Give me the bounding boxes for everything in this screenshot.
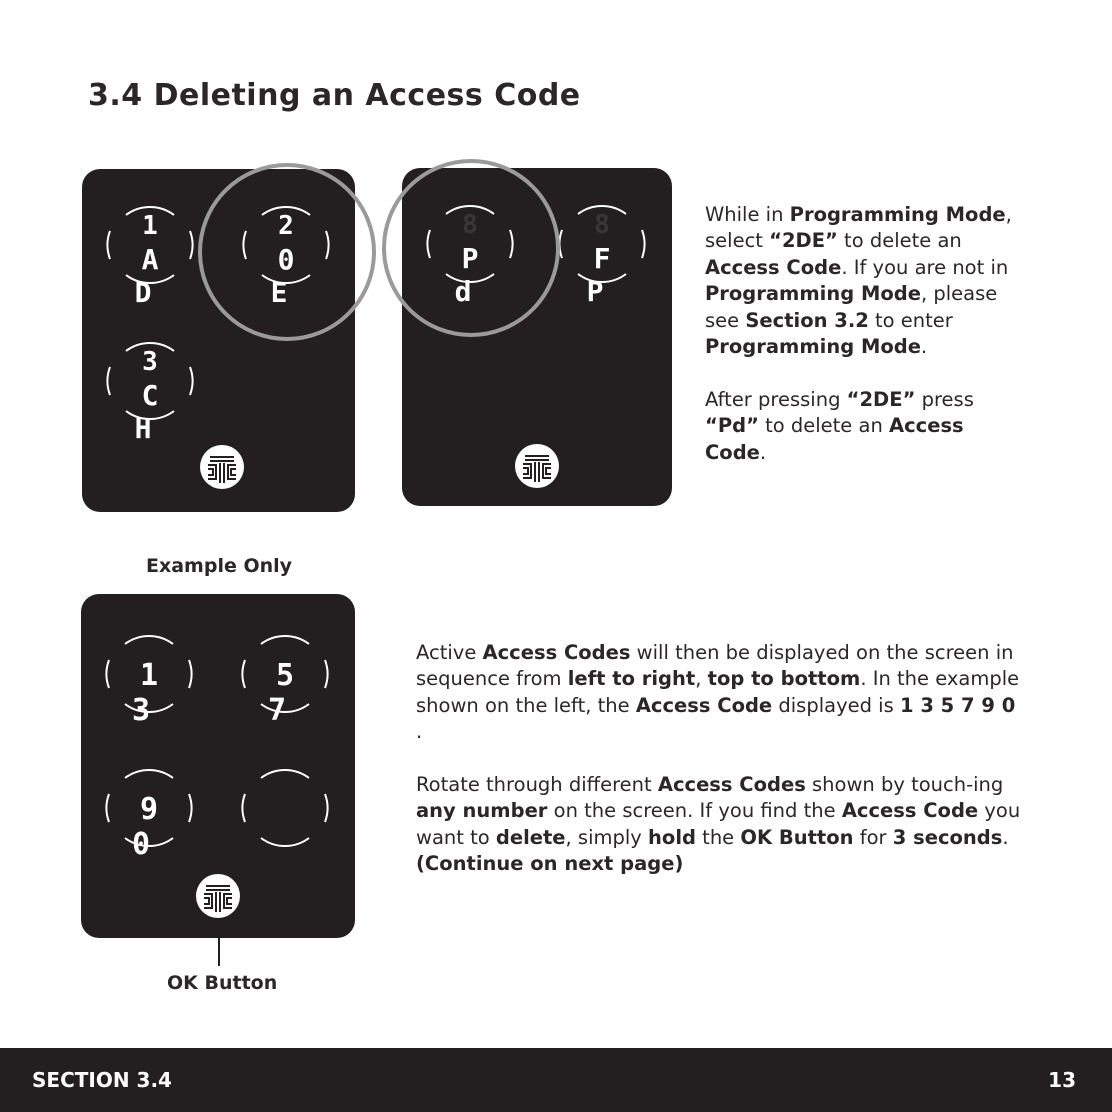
text-run: . If you are not in bbox=[841, 255, 1009, 279]
instructions-paragraph-2 bbox=[705, 387, 1025, 466]
text-run: Access Codes bbox=[482, 641, 631, 664]
text-run: you want to bbox=[416, 799, 1021, 849]
instructions-paragraph-3 bbox=[416, 640, 1022, 746]
keypad-key-fp[interactable] bbox=[558, 200, 646, 308]
ok-button-logo-icon[interactable] bbox=[515, 444, 559, 488]
text-run: Programming Mode bbox=[705, 282, 921, 306]
text-run: , simply bbox=[565, 825, 649, 849]
text-run: to delete an bbox=[837, 229, 962, 253]
instructions-paragraph-1 bbox=[705, 202, 1025, 360]
footer-page-number: 13 bbox=[1048, 1068, 1076, 1092]
key-number: 2 bbox=[278, 211, 294, 241]
text-run: Access Code bbox=[705, 414, 964, 464]
key-code-digits: 1 3 bbox=[131, 658, 175, 728]
text-run: Rotate through different bbox=[416, 773, 658, 796]
text-run: Access Code bbox=[705, 255, 842, 279]
text-run: , bbox=[695, 667, 708, 691]
ok-button-logo-icon[interactable] bbox=[196, 874, 240, 918]
instructions-paragraph-4 bbox=[416, 772, 1022, 878]
key-code-digits: 5 7 bbox=[267, 658, 311, 728]
text-run: . bbox=[759, 440, 767, 464]
text-run: While in bbox=[705, 203, 790, 226]
text-run: left to right bbox=[567, 667, 696, 691]
text-run: Access Code bbox=[635, 693, 773, 717]
text-run: for bbox=[853, 825, 893, 849]
key-letters: 0 E bbox=[270, 243, 309, 309]
page-title: 3.4 Deleting an Access Code bbox=[88, 78, 581, 113]
key-letters: C H bbox=[134, 379, 173, 445]
text-run: displayed is bbox=[772, 693, 900, 717]
keypad-key-1[interactable] bbox=[106, 201, 194, 309]
highlight-circle-pd bbox=[382, 159, 560, 337]
text-run: Access Code bbox=[841, 799, 979, 823]
text-run: Section 3.2 bbox=[745, 308, 869, 332]
text-run: top to bottom bbox=[707, 667, 861, 691]
ok-button-pointer-line bbox=[218, 918, 220, 966]
key-number: 3 bbox=[142, 347, 158, 377]
text-run: Programming Mode bbox=[705, 335, 921, 359]
text-run: Programming Mode bbox=[789, 203, 1006, 226]
text-run: Active bbox=[416, 641, 483, 664]
text-run: “2DE” bbox=[769, 229, 838, 253]
text-run: 1 3 5 7 9 0 bbox=[899, 693, 1016, 717]
text-run: shown by touch-ing bbox=[805, 773, 1004, 796]
text-run: to enter bbox=[868, 308, 953, 332]
keypad-key-code-57[interactable] bbox=[241, 630, 329, 728]
text-run: After pressing bbox=[705, 388, 847, 411]
ok-button-logo-icon[interactable] bbox=[200, 445, 244, 489]
text-run: on the screen. If you find the bbox=[547, 799, 842, 823]
text-run: the bbox=[695, 825, 741, 849]
keypad-key-code-90[interactable] bbox=[105, 764, 193, 862]
text-run: OK Button bbox=[740, 825, 854, 849]
ok-button-caption: OK Button bbox=[167, 972, 278, 994]
keypad-key-3[interactable] bbox=[106, 337, 194, 445]
key-code-digits: 9 0 bbox=[131, 792, 175, 862]
text-run: will then be displayed on the screen in sequence from bbox=[416, 641, 1014, 691]
text-run: “Pd” bbox=[705, 414, 759, 438]
key-number: 8 bbox=[462, 210, 478, 240]
text-run: delete bbox=[495, 825, 566, 849]
text-run: . bbox=[416, 720, 423, 744]
key-letters: F P bbox=[586, 242, 625, 308]
text-run: (Continue on next page) bbox=[416, 852, 684, 876]
key-letters: A D bbox=[134, 243, 173, 309]
text-run: , please see bbox=[705, 282, 998, 332]
text-run: to delete an bbox=[758, 414, 890, 438]
example-only-caption: Example Only bbox=[146, 555, 293, 577]
text-run: hold bbox=[648, 825, 696, 849]
text-run: Access Codes bbox=[657, 773, 806, 796]
key-ring-icon bbox=[241, 764, 329, 852]
text-run: “2DE” bbox=[846, 388, 916, 411]
text-run: any number bbox=[416, 799, 548, 823]
keypad-key-empty[interactable] bbox=[241, 764, 329, 852]
key-number: 8 bbox=[594, 210, 610, 240]
key-letters: P d bbox=[454, 242, 493, 308]
page-footer bbox=[0, 1048, 1112, 1112]
keypad-panel-code-display bbox=[81, 594, 355, 938]
text-run: 3 seconds bbox=[892, 825, 1003, 849]
highlight-circle-2de bbox=[198, 163, 376, 341]
text-run: . bbox=[920, 335, 928, 359]
keypad-key-code-13[interactable] bbox=[105, 630, 193, 728]
text-run: . In the example shown on the left, the bbox=[416, 667, 1020, 717]
footer-section-label: SECTION 3.4 bbox=[32, 1068, 172, 1092]
text-run: , select bbox=[705, 203, 1012, 253]
text-run: press bbox=[915, 388, 974, 411]
text-run: . bbox=[1002, 825, 1009, 849]
key-number: 1 bbox=[142, 211, 158, 241]
